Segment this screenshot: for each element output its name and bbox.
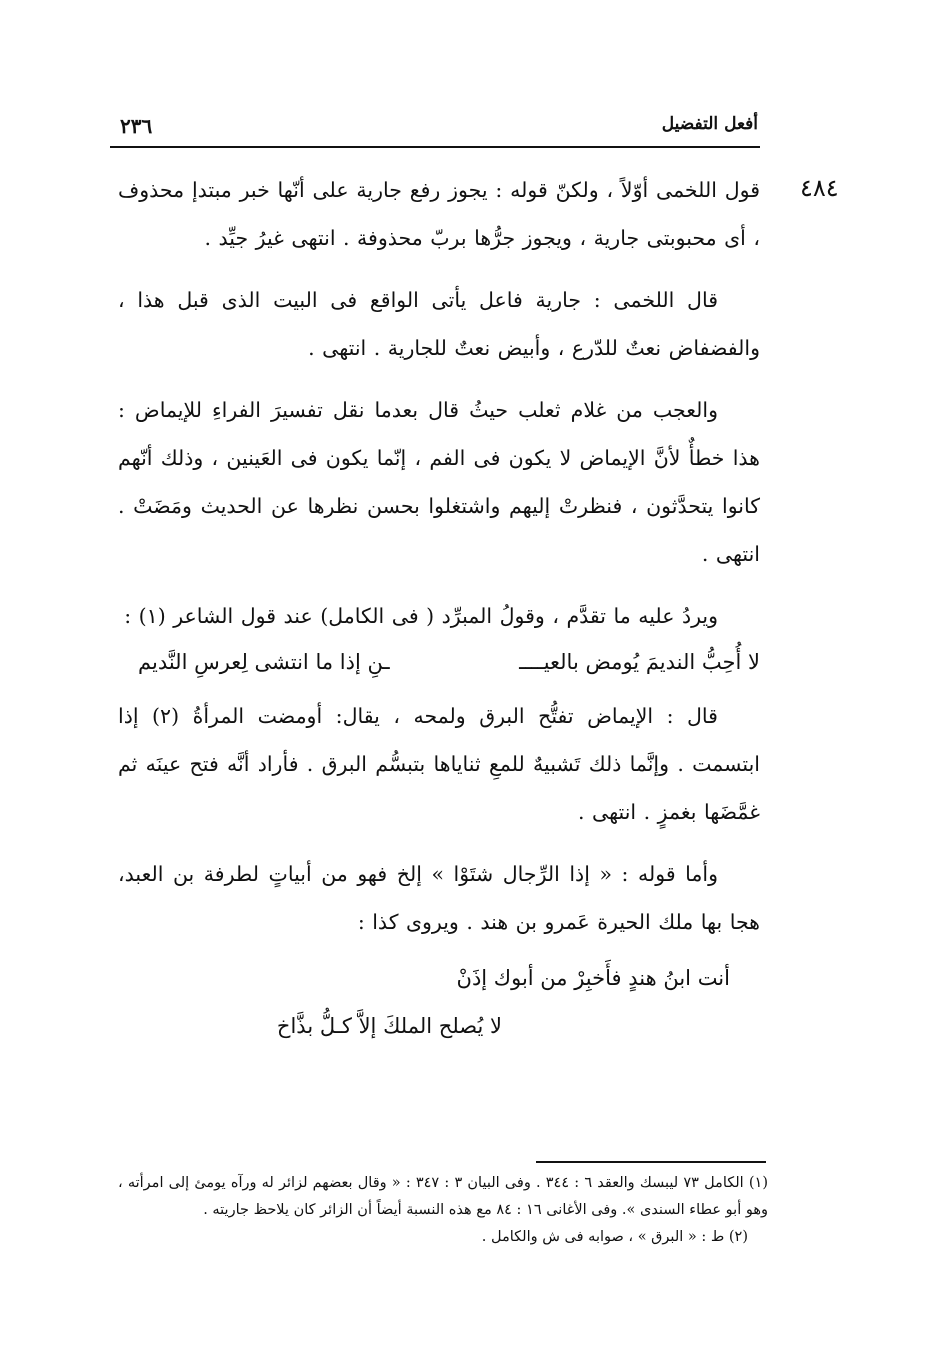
paragraph-6: وأما قوله : « إذا الرِّجال شتَوْا » إلخ فهو من أبياتٍ لطرفة بن العبد، هجا بها ملك الحيرة عَمرو بن هند . ويروى كذا : <box>118 862 760 934</box>
header-rule <box>110 146 760 148</box>
footnotes <box>118 1170 768 1251</box>
verse-hemistich-left: ـنِ إذا ما انتشى لِعرسِ النَّديم <box>138 650 390 674</box>
paragraph-2: قال اللخمى : جارية فاعل يأتى الواقع فى البيت الذى قبل هذا ، والفضفاض نعتٌ للدّرع ، وأبيض نعتٌ للجارية . انتهى . <box>118 288 760 360</box>
verse-hemistich-right: لا أُحِبُّ النديمَ يُومض بالعيــــ <box>519 650 760 674</box>
entry-number: ٤٨٤ <box>800 174 839 202</box>
verse-line-2: لا يُصلح الملكَ إلاَّ كـلُّ بذَّاخ <box>276 1014 502 1038</box>
verse-line <box>118 644 760 692</box>
running-title: أفعل التفضيل <box>661 114 758 134</box>
verse-line-1: أنت ابنُ هندٍ فأَخبِرْ من أبوك إذَنْ <box>456 966 730 990</box>
page-number: ٢٣٦ <box>120 114 153 138</box>
paragraph-3: والعجب من غلام ثعلب حيثُ قال بعدما نقل تفسيرَ الفراءِ للإيماض : هذا خطأٌ لأنَّ الإيماض لا يكون فى الفم ، إنّما يكون فى العَينين ، وذلك أنّهم كانوا يتحدَّثون ، فنظرتْ إليهم واشتغلوا بحسن نظرها عن الحديث ومَضَتْ . انتهى . <box>118 398 760 566</box>
footnote-rule <box>536 1161 766 1163</box>
footnote-2: (٢) ط : « البرق » ، صوابه فى ش والكامل . <box>481 1229 748 1245</box>
footnote-1: (١) الكامل ٧٣ ليبسك والعقد ٦ : ٣٤٤ . وفى البيان ٣ : ٣٤٧ : « وقال بعضهم لزائر له ورآه يومئ إلى امرأته ، وهو أبو عطاء السندى ». وفى الأغانى ١٦ : ٨٤ مع هذه النسبة أيضاً أن الزائر كان يلاحظ جاريته . <box>118 1175 768 1218</box>
page-header <box>110 112 758 146</box>
body-text <box>118 166 760 1056</box>
paragraph-4: ويردُ عليه ما تقدَّم ، وقولُ المبرِّد ( فى الكامل) عند قول الشاعر (١) : <box>124 604 718 628</box>
verse-couplet <box>118 960 760 1056</box>
paragraph-1: قول اللخمى أوّلاً ، ولكنّ قوله : يجوز رفع جارية على أنّها خبر مبتدإ محذوف ، أى محبوبتى جارية ، ويجوز جرُّها بربّ محذوفة . انتهى غيرُ جيِّد . <box>118 178 760 250</box>
paragraph-5: قال : الإيماض تفتُّح البرق ولمحه ، يقال: أومضت المرأةُ (٢) إذا ابتسمت . وإنَّما ذلك تَشبيهٌ للمعِ ثناياها بتبسُّم البرق . فأراد أنَّه فتح عينَه ثم غمَّضَها بغمزٍ . انتهى . <box>118 704 760 824</box>
